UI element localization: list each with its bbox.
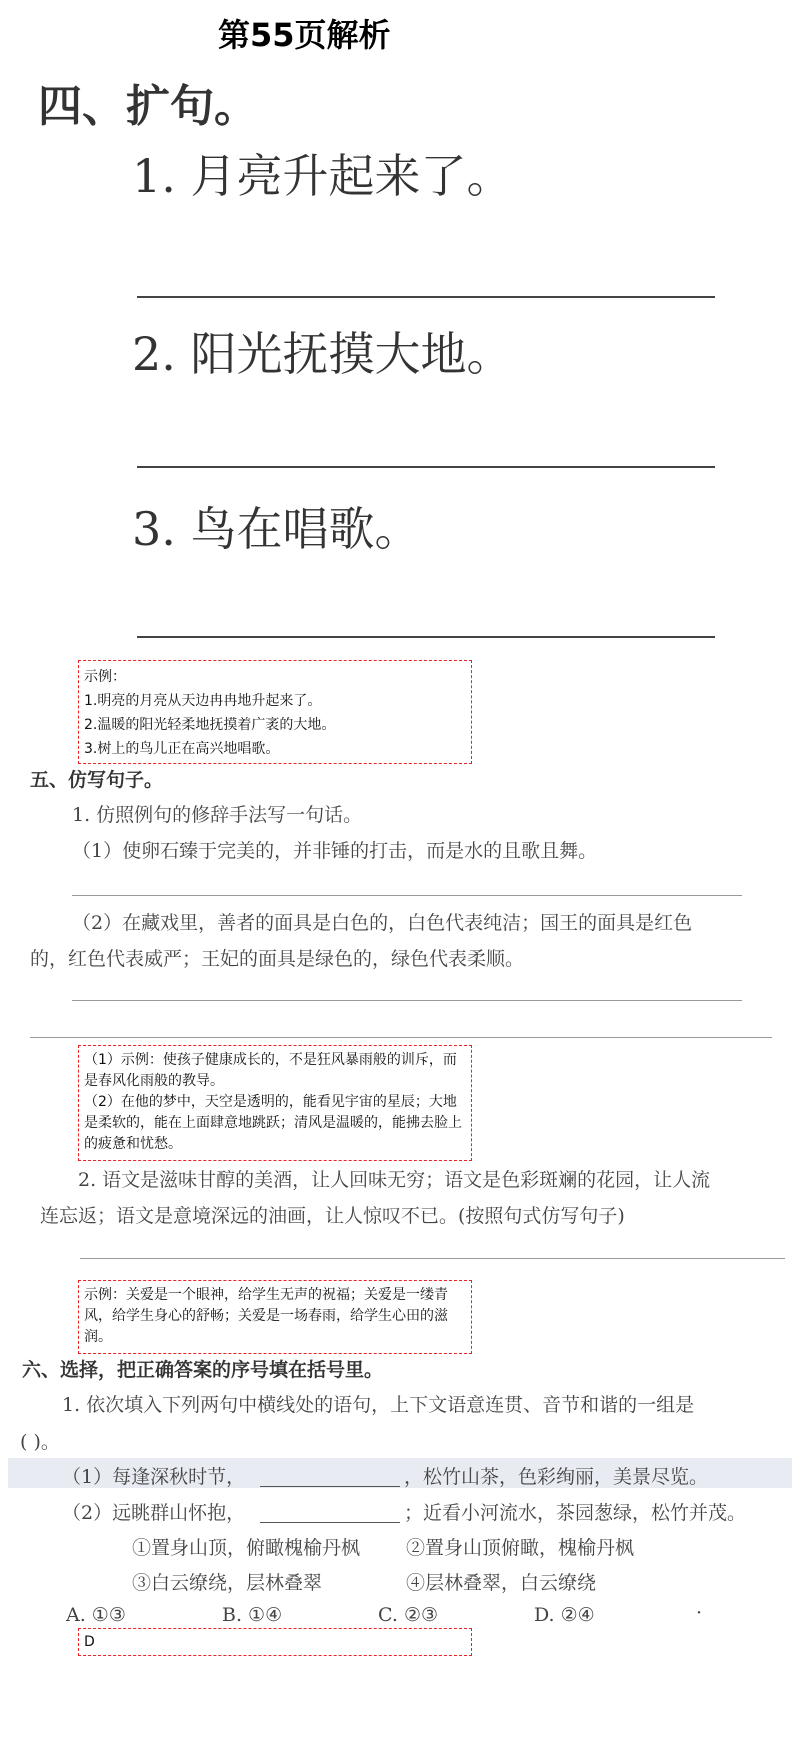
question-6-1a: 1. 依次填入下列两句中横线处的语句，上下文语意连贯、音节和谐的一组是 [62, 1394, 695, 1416]
question-5-1-part-1: （1）使卵石臻于完美的，并非锤的打击，而是水的且歌且舞。 [72, 840, 598, 862]
answer-line [137, 636, 715, 638]
blank-line [260, 1486, 400, 1487]
section-5-heading: 五、仿写句子。 [30, 769, 164, 791]
question-5-1-part-2a: （2）在藏戏里，善者的面具是白色的，白色代表纯洁；国王的面具是红色 [72, 912, 693, 934]
answer-line [80, 1258, 785, 1259]
question-4-2: 2. 阳光抚摸大地。 [132, 327, 513, 381]
answer-text: 示例：关爱是一个眼神，给学生无声的祝福；关爱是一缕青风，给学生身心的舒畅；关爱是一场春雨，给学生心田的滋润。 [84, 1287, 448, 1345]
answer-head: 示例： [84, 669, 126, 685]
choice-a: A. ①③ [66, 1604, 126, 1626]
answer-box-5-1 [78, 1045, 472, 1161]
sentence-2-end: ；近看小河流水，茶园葱绿，松竹并茂。 [404, 1502, 747, 1524]
answer-part-2: （2）在他的梦中，天空是透明的，能看见宇宙的星辰；大地是柔软的，能在上面肆意地跳跃；清风是温暖的，能拂去脸上的疲惫和忧愁。 [84, 1094, 462, 1152]
answer-line-1: 1.明亮的月亮从天边冉冉地升起来了。 [84, 693, 322, 709]
option-1: ①置身山顶，俯瞰槐榆丹枫 [132, 1537, 361, 1559]
question-5-1-part-2b: 的，红色代表威严；王妃的面具是绿色的，绿色代表柔顺。 [30, 948, 525, 970]
question-4-3: 3. 鸟在唱歌。 [132, 502, 421, 556]
choice-d: D. ②④ [534, 1604, 595, 1626]
stray-dot: · [696, 1602, 703, 1624]
answer-line [137, 466, 715, 468]
answer-line [72, 895, 742, 896]
choice-b: B. ①④ [222, 1604, 283, 1626]
blank-line [260, 1522, 400, 1523]
answer-line [30, 1037, 772, 1038]
question-5-1: 1. 仿照例句的修辞手法写一句话。 [72, 804, 363, 826]
answer-part-1: （1）示例：使孩子健康成长的，不是狂风暴雨般的训斥，而是春风化雨般的教导。 [84, 1052, 457, 1089]
question-6-1b: ( )。 [20, 1431, 60, 1453]
answer-line [137, 296, 715, 298]
option-3: ③白云缭绕，层林叠翠 [132, 1572, 323, 1594]
question-5-2a: 2. 语文是滋味甘醇的美酒，让人回味无穷；语文是色彩斑斓的花园，让人流 [78, 1169, 711, 1191]
answer-box-5-2 [78, 1280, 472, 1354]
answer-text: D [84, 1634, 95, 1650]
answer-line-2: 2.温暖的阳光轻柔地抚摸着广袤的大地。 [84, 717, 336, 733]
answer-box-4 [78, 660, 472, 764]
option-4: ④层林叠翠，白云缭绕 [406, 1572, 597, 1594]
question-5-2b: 连忘返；语文是意境深远的油画，让人惊叹不已。(按照句式仿写句子) [40, 1205, 625, 1227]
sentence-1-end: ，松竹山茶，色彩绚丽，美景尽览。 [404, 1466, 709, 1488]
sentence-1-start: （1）每逢深秋时节， [62, 1466, 246, 1488]
answer-box-6 [78, 1628, 472, 1656]
section-4-heading: 四、扩句。 [38, 81, 258, 132]
option-2: ②置身山顶俯瞰，槐榆丹枫 [406, 1537, 635, 1559]
page-title: 第55页解析 [218, 16, 391, 54]
answer-line [72, 1000, 742, 1001]
section-6-heading: 六、选择，把正确答案的序号填在括号里。 [22, 1359, 384, 1381]
question-4-1: 1. 月亮升起来了。 [132, 149, 513, 203]
answer-line-3: 3.树上的鸟儿正在高兴地唱歌。 [84, 741, 280, 757]
choice-c: C. ②③ [378, 1604, 439, 1626]
sentence-2-start: （2）远眺群山怀抱， [62, 1502, 246, 1524]
